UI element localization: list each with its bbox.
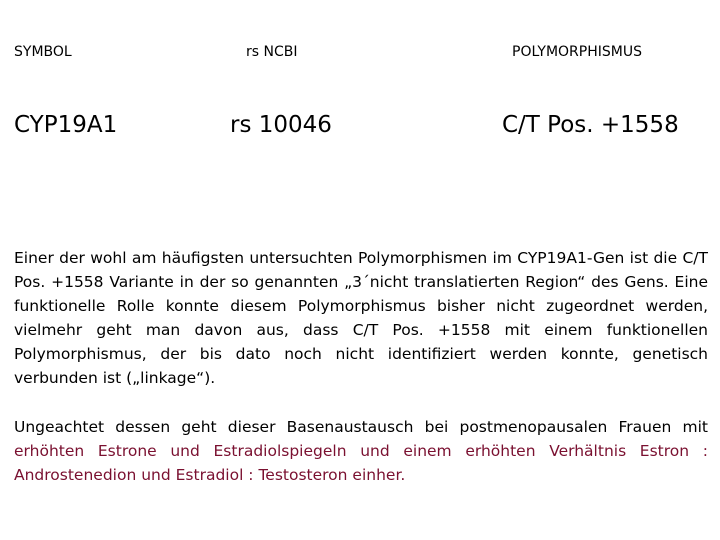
paragraph-estrogen-association xyxy=(14,415,708,487)
paragraph-part-highlight: erhöhten Estrone und Estradiolspiegeln und einem erhöhten Verhältnis Estron : Androstenedion und Estradiol : Testosteron einher. xyxy=(14,441,708,484)
paragraph-part-plain: Ungeachtet dessen geht dieser Basenaustausch bei postmenopausalen Frauen mit xyxy=(14,417,708,436)
value-rs-ncbi: rs 10046 xyxy=(230,112,332,138)
header-polymorphismus: POLYMORPHISMUS xyxy=(512,44,642,60)
header-symbol: SYMBOL xyxy=(14,44,72,60)
value-symbol: CYP19A1 xyxy=(14,112,118,138)
value-polymorphismus: C/T Pos. +1558 xyxy=(502,112,679,138)
paragraph-polymorphism-description: Einer der wohl am häufigsten untersuchten Polymorphismen im CYP19A1-Gen ist die C/T Pos. +1558 Variante in der so genannten „3´nicht translatierten Region“ des Gens. Eine funktionelle Rolle konnte diesem Polymorphismus bisher nicht zugeordnet werden, vielmehr geht man davon aus, dass C/T Pos. +1558 mit einem funktionellen Polymorphismus, der bis dato noch nicht identifiziert werden konnte, genetisch verbunden ist („linkage“). xyxy=(14,248,708,387)
header-rs-ncbi: rs NCBI xyxy=(246,44,298,60)
